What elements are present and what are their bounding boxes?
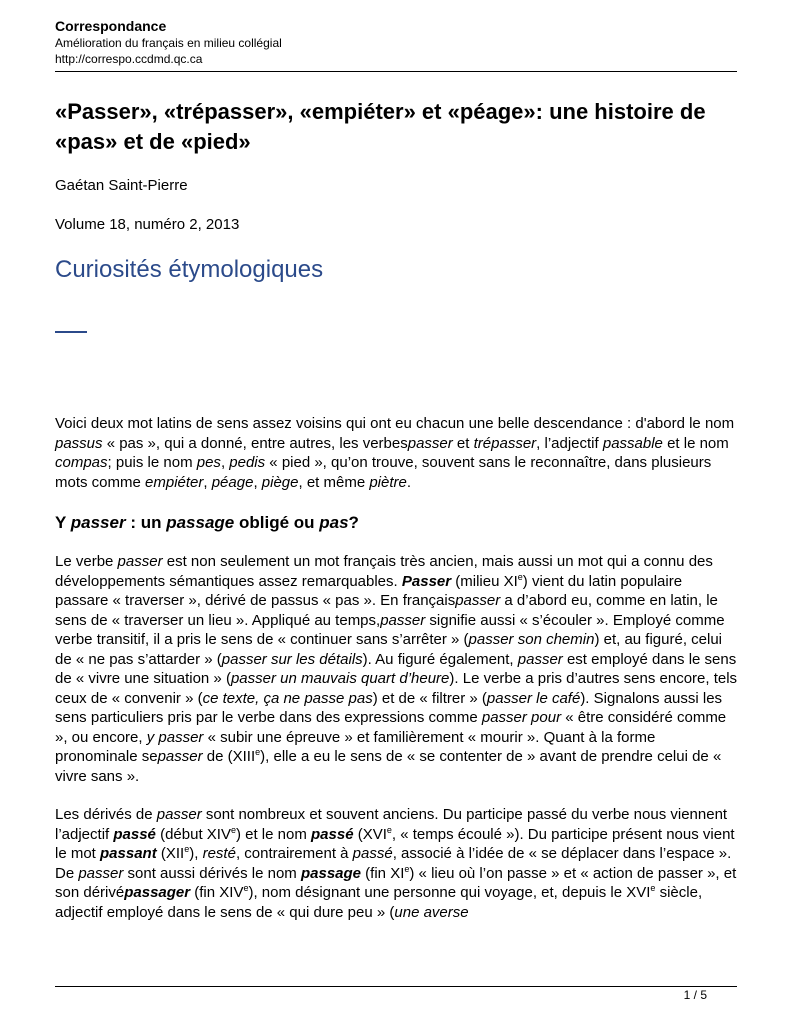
text-run: « subir une épreuve » et familièrement « mourir ». Quant à la forme pronominale se — [55, 728, 656, 765]
text-run: , contrairement à — [235, 845, 353, 862]
text-run: e — [230, 824, 236, 835]
text-run: e — [386, 824, 392, 835]
text-run: piège — [261, 473, 299, 491]
text-run: empiéter — [145, 473, 204, 491]
text-run: trépasser — [473, 434, 537, 452]
text-run: passer le café — [486, 689, 581, 707]
text-run: Le verbe — [55, 553, 118, 570]
text-run: Y — [55, 513, 71, 532]
text-run: e — [404, 863, 410, 874]
text-run: passé — [352, 845, 393, 862]
text-run: obligé ou — [234, 513, 320, 532]
text-run: passer — [70, 513, 126, 532]
text-run: de (XIII — [202, 748, 256, 765]
text-run: (milieu XI — [451, 572, 518, 590]
text-run: Passer — [401, 572, 452, 590]
text-run: ) et le nom — [235, 825, 311, 843]
text-run: , — [220, 454, 230, 471]
text-run: . — [406, 473, 412, 491]
text-run: a d’abord eu, comme en latin, le sens de « traverser un lieu ». Appliqué au temps, — [55, 592, 718, 629]
text-run: resté — [202, 845, 236, 862]
text-run: passer pour — [481, 709, 562, 726]
text-run: passé — [311, 825, 354, 843]
text-run: passus — [55, 434, 103, 452]
site-subtitle: Amélioration du français en milieu collégial — [55, 36, 282, 50]
body-paragraph-passer — [55, 552, 738, 786]
text-run: , — [203, 473, 212, 491]
text-run: passer — [78, 864, 124, 882]
text-run: y passer — [142, 728, 204, 746]
text-run: (fin XI — [361, 864, 405, 882]
text-run: ), — [189, 845, 203, 862]
text-run: ) et de « filtrer » ( — [372, 689, 487, 707]
article-title: «Passer», «trépasser», «empiéter» et «péage»: une histoire de «pas» et de «pied» — [55, 99, 706, 154]
text-run: ? — [348, 513, 359, 532]
text-run: « être considéré comme », ou encore, — [55, 709, 727, 746]
text-run: : un — [125, 513, 167, 532]
text-run: , — [253, 473, 262, 491]
text-run: et le nom — [662, 434, 729, 452]
text-run: e — [650, 883, 656, 893]
text-run: ; puis le nom — [107, 454, 197, 471]
text-run: , et même — [298, 473, 370, 491]
text-run: « pied », qu’on trouve, souvent sans le reconnaître, dans plusieurs mots comme — [55, 454, 712, 491]
article-volume: Volume 18, numéro 2, 2013 — [55, 216, 240, 233]
article-author: Gaétan Saint-Pierre — [55, 177, 188, 194]
text-run: e — [517, 571, 523, 582]
site-title: Correspondance — [55, 18, 167, 34]
page-header — [55, 18, 737, 67]
text-run: passer son chemin — [468, 631, 595, 648]
text-run: une averse — [394, 903, 469, 921]
text-run: Les dérivés de — [55, 806, 157, 823]
text-run: Voici deux mot latins de sens assez voisins qui ont eu chacun une belle descendance : d'abord le nom — [55, 415, 735, 432]
text-run: ). Le verbe a pris d’autres sens encore, tels ceux de « convenir » ( — [55, 670, 738, 707]
text-run: ) et, au figuré, celui de « ne pas s’attarder » ( — [55, 631, 723, 668]
text-run: (XII — [156, 845, 185, 862]
text-run: et — [452, 434, 474, 452]
text-run: est non seulement un mot français très ancien, mais aussi un mot qui a connu des développements sémantiques assez remarquables. — [55, 553, 713, 590]
text-run: ce texte, ça ne passe pas — [202, 689, 373, 707]
text-run: , associé à l’idée de « se déplacer dans l’espace ». De — [55, 845, 732, 882]
text-run: passable — [602, 434, 663, 452]
text-run: est employé dans le sens de « vivre une situation » ( — [55, 650, 737, 687]
text-run: sont aussi dérivés le nom — [123, 864, 301, 882]
text-run: e — [184, 844, 190, 854]
text-run: sont nombreux et souvent anciens. Du participe passé du verbe nous viennent l’adjectif — [55, 806, 728, 843]
text-run: passage — [300, 864, 362, 882]
text-run: e — [255, 747, 261, 757]
accent-divider — [55, 331, 87, 333]
text-run: passer — [517, 650, 563, 668]
text-run: (fin XIV — [190, 884, 244, 901]
text-run: passant — [100, 845, 157, 862]
section-subheading — [55, 512, 359, 534]
text-run: pedis — [229, 454, 266, 471]
text-run: piètre — [369, 473, 407, 491]
header-divider — [55, 71, 737, 72]
text-run: « pas », qui a donné, entre autres, les verbes — [102, 434, 408, 452]
text-run: passé — [113, 825, 156, 843]
text-run: pes — [196, 454, 221, 471]
text-run: péage — [211, 473, 254, 491]
text-run: passer — [157, 748, 203, 765]
text-run: ). Au figuré également, — [362, 650, 518, 668]
text-run: ). Signalons aussi les sens particuliers pris par le verbe dans des expressions comme — [55, 689, 723, 726]
text-run: (XVI — [353, 825, 387, 843]
section-heading: Curiosités étymologiques — [55, 256, 324, 283]
text-run: passer — [407, 434, 453, 452]
body-paragraph-derives — [55, 805, 738, 922]
text-run: passage — [166, 513, 235, 532]
text-run: passer — [380, 611, 426, 629]
text-run: e — [243, 883, 249, 893]
text-run: passer sur les détails — [221, 650, 363, 668]
text-run: passager — [124, 884, 191, 901]
footer-divider — [55, 986, 737, 987]
page-number: 1 / 5 — [683, 988, 707, 1002]
text-run: ), nom désignant une personne qui voyage, et, depuis le XVI — [248, 884, 651, 901]
site-url[interactable]: http://correspo.ccdmd.qc.ca — [55, 52, 203, 66]
text-run: siècle, adjectif employé dans le sens de « qui dure peu » ( — [55, 884, 703, 921]
text-run: compas — [55, 454, 108, 471]
text-run: , l’adjectif — [536, 434, 603, 452]
text-run: passer — [156, 806, 202, 823]
intro-paragraph — [55, 414, 738, 492]
text-run: passer un mauvais quart d’heure — [230, 670, 450, 687]
text-run: (début XIV — [155, 825, 231, 843]
text-run: passer — [455, 592, 501, 609]
text-run: signifie aussi « s’écouler ». Employé comme verbe transitif, il a pris le sens de « continuer sans s’arrêter » ( — [55, 611, 725, 648]
text-run: passer — [117, 553, 163, 570]
text-run: , « temps écoulé »). Du participe présent nous vient le mot — [55, 825, 735, 862]
text-run: ) « lieu où l’on passe » et « action de passer », et son dérivé — [55, 864, 737, 901]
text-run: pas — [319, 513, 349, 532]
text-run: ) vient du latin populaire passare « traverser », dérivé de passus « pas ». En français — [55, 572, 683, 609]
text-run: ), elle a eu le sens de « se contenter de » avant de prendre celui de « vivre sans ». — [55, 748, 722, 785]
